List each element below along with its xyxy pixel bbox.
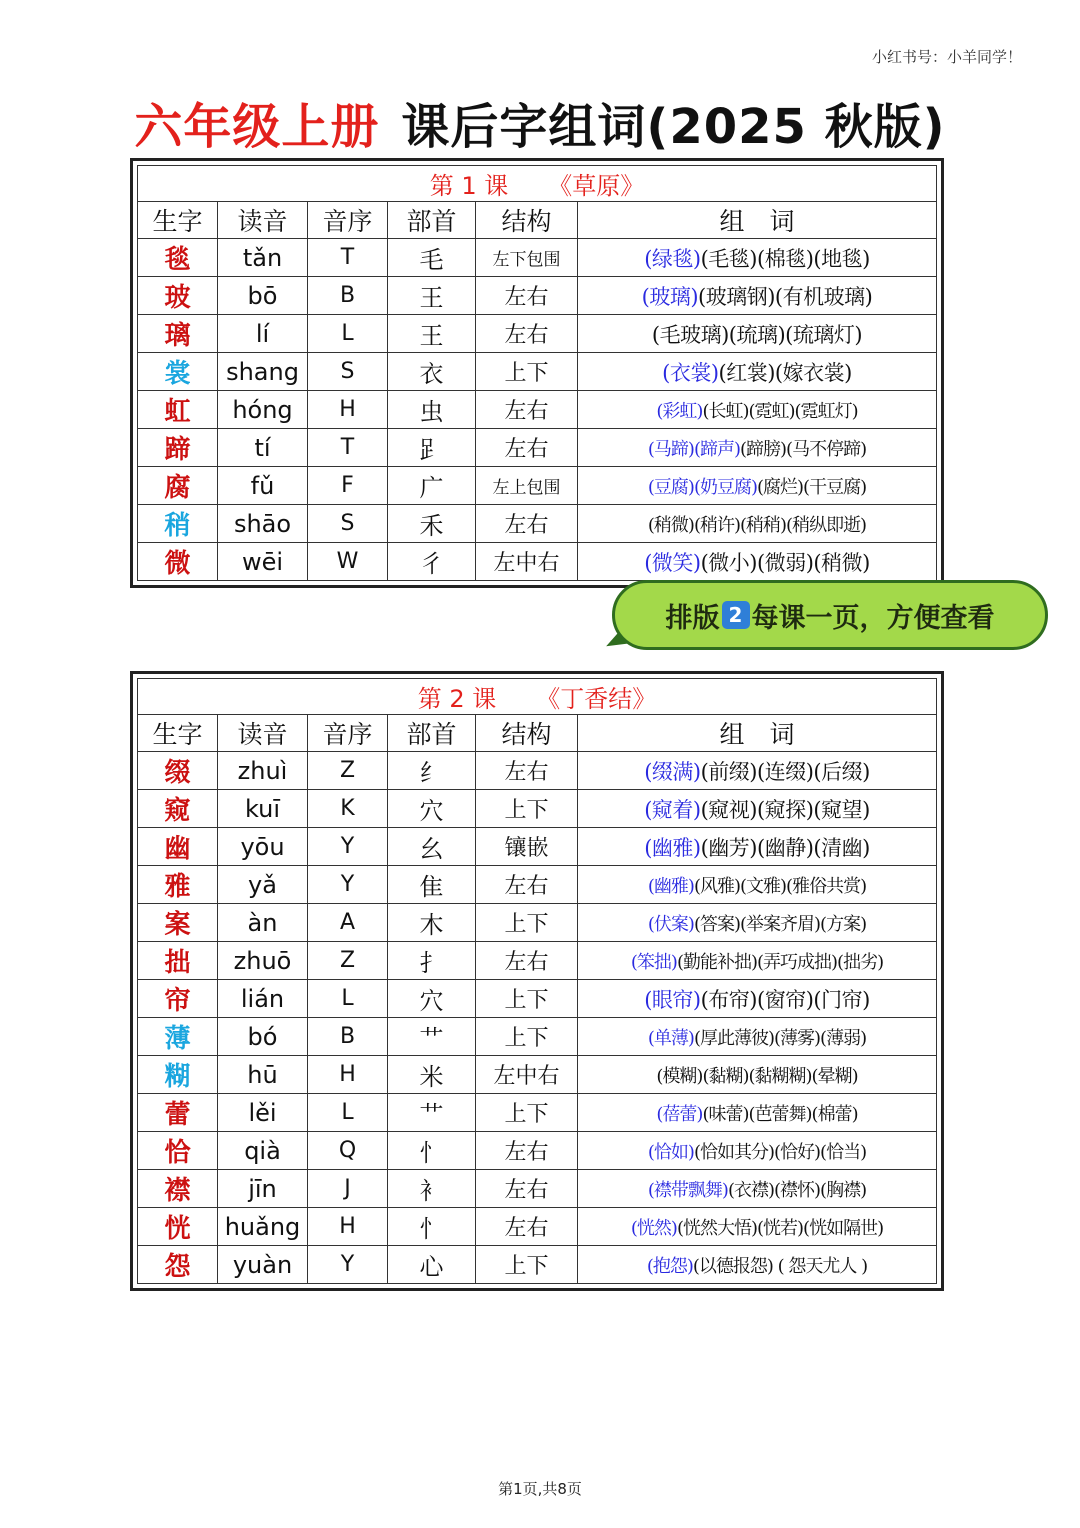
header-char: 生字 <box>138 202 218 239</box>
words-highlight: (绿毯) <box>644 246 701 271</box>
cell-char: 缀 <box>138 752 218 790</box>
cell-pinyin: lěi <box>218 1094 308 1132</box>
words-other: (玻璃钢)(有机玻璃) <box>698 284 873 309</box>
header-index: 音序 <box>308 715 388 752</box>
words-other: (风雅)(文雅)(雅俗共赏) <box>693 875 867 897</box>
words-other: (蹄膀)(马不停蹄) <box>740 438 867 460</box>
cell-index: H <box>308 1208 388 1246</box>
cell-structure: 上下 <box>476 353 578 391</box>
cell-pinyin: qià <box>218 1132 308 1170</box>
cell-radical: 隹 <box>388 866 476 904</box>
table-row <box>138 828 937 866</box>
words-highlight: (伏案) <box>647 913 694 935</box>
words-highlight: (马蹄)(蹄声) <box>647 438 740 460</box>
cell-radical: 王 <box>388 277 476 315</box>
title-grade: 六年级上册 <box>134 99 380 155</box>
cell-radical: 米 <box>388 1056 476 1094</box>
cell-structure: 左右 <box>476 315 578 353</box>
cell-pinyin: kuī <box>218 790 308 828</box>
cell-words <box>578 1056 937 1094</box>
cell-index: W <box>308 543 388 581</box>
cell-char: 拙 <box>138 942 218 980</box>
header-pinyin: 读音 <box>218 202 308 239</box>
cell-words <box>578 790 937 828</box>
cell-radical: 木 <box>388 904 476 942</box>
words-highlight: (襟带飘舞) <box>647 1179 728 1201</box>
cell-words <box>578 1170 937 1208</box>
cell-pinyin: fǔ <box>218 467 308 505</box>
header-structure: 结构 <box>476 715 578 752</box>
cell-radical: 幺 <box>388 828 476 866</box>
table-row <box>138 1246 937 1284</box>
cell-radical: 忄 <box>388 1132 476 1170</box>
cell-char: 毯 <box>138 239 218 277</box>
cell-index: S <box>308 353 388 391</box>
cell-words <box>578 752 937 790</box>
cell-radical: 穴 <box>388 790 476 828</box>
cell-structure: 左右 <box>476 866 578 904</box>
cell-index: Z <box>308 942 388 980</box>
cell-structure: 左右 <box>476 752 578 790</box>
lesson-1-label: 第 1 课 <box>429 172 509 200</box>
cell-words <box>578 942 937 980</box>
cell-index: B <box>308 277 388 315</box>
cell-radical: 穴 <box>388 980 476 1018</box>
words-highlight: (眼帘) <box>644 987 701 1012</box>
words-highlight: (单薄) <box>647 1027 694 1049</box>
cell-structure: 左右 <box>476 1208 578 1246</box>
cell-words <box>578 429 937 467</box>
words-highlight: (蓓蕾) <box>656 1103 703 1125</box>
table-row <box>138 1208 937 1246</box>
table-row <box>138 467 937 505</box>
title-subject: 课后字组词(2025 秋版) <box>401 99 946 155</box>
cell-structure: 左中右 <box>476 1056 578 1094</box>
cell-radical: 广 <box>388 467 476 505</box>
words-other: (恰如其分)(恰好)(恰当) <box>693 1141 867 1163</box>
cell-pinyin: àn <box>218 904 308 942</box>
cell-char: 稍 <box>138 505 218 543</box>
lesson-2-label: 第 2 课 <box>417 685 497 713</box>
table-row <box>138 980 937 1018</box>
cell-structure: 左右 <box>476 942 578 980</box>
table-row <box>138 904 937 942</box>
cell-words <box>578 467 937 505</box>
table-row <box>138 353 937 391</box>
cell-words <box>578 1018 937 1056</box>
cell-words <box>578 1208 937 1246</box>
cell-index: A <box>308 904 388 942</box>
cell-structure: 上下 <box>476 1246 578 1284</box>
cell-radical: 忄 <box>388 1208 476 1246</box>
words-other: (布帘)(窗帘)(门帘) <box>700 987 870 1012</box>
lesson-2-table <box>137 678 937 1284</box>
words-highlight: (恍然) <box>630 1217 677 1239</box>
cell-index: K <box>308 790 388 828</box>
cell-radical: 纟 <box>388 752 476 790</box>
words-other: (红裳)(嫁衣裳) <box>718 360 852 385</box>
table-row <box>138 942 937 980</box>
cell-radical: 禾 <box>388 505 476 543</box>
cell-char: 恰 <box>138 1132 218 1170</box>
cell-index: Y <box>308 828 388 866</box>
cell-structure: 左右 <box>476 1170 578 1208</box>
cell-char: 虹 <box>138 391 218 429</box>
cell-pinyin: lián <box>218 980 308 1018</box>
cell-radical: 王 <box>388 315 476 353</box>
cell-radical: 毛 <box>388 239 476 277</box>
words-highlight: (恰如) <box>647 1141 694 1163</box>
cell-pinyin: yǎ <box>218 866 308 904</box>
cell-char: 恍 <box>138 1208 218 1246</box>
table-row <box>138 1094 937 1132</box>
cell-words <box>578 866 937 904</box>
cell-radical: 艹 <box>388 1094 476 1132</box>
cell-pinyin: yuàn <box>218 1246 308 1284</box>
table-row <box>138 1170 937 1208</box>
cell-pinyin: hū <box>218 1056 308 1094</box>
cell-words <box>578 1246 937 1284</box>
cell-pinyin: tǎn <box>218 239 308 277</box>
words-highlight: (彩虹) <box>656 400 703 422</box>
cell-words <box>578 505 937 543</box>
cell-structure: 左中右 <box>476 543 578 581</box>
table-row <box>138 543 937 581</box>
cell-index: Y <box>308 1246 388 1284</box>
cell-index: H <box>308 391 388 429</box>
cell-pinyin: bó <box>218 1018 308 1056</box>
cell-radical: 衤 <box>388 1170 476 1208</box>
lesson-1-header-row <box>138 166 937 202</box>
cell-char: 怨 <box>138 1246 218 1284</box>
cell-pinyin: zhuì <box>218 752 308 790</box>
cell-index: J <box>308 1170 388 1208</box>
cell-index: Z <box>308 752 388 790</box>
cell-char: 玻 <box>138 277 218 315</box>
words-other: (厚此薄彼)(薄雾)(薄弱) <box>693 1027 867 1049</box>
words-other: (长虹)(霓虹)(霓虹灯) <box>702 400 858 422</box>
cell-pinyin: bō <box>218 277 308 315</box>
cell-index: L <box>308 980 388 1018</box>
page-number: 第1页,共8页 <box>498 1480 582 1498</box>
cell-pinyin: hóng <box>218 391 308 429</box>
cell-char: 幽 <box>138 828 218 866</box>
table-row <box>138 429 937 467</box>
number-2-badge-icon: 2 <box>722 601 750 629</box>
cell-radical: 彳 <box>388 543 476 581</box>
cell-structure: 左右 <box>476 391 578 429</box>
cell-char: 腐 <box>138 467 218 505</box>
lesson-1-table <box>137 165 937 581</box>
cell-char: 裳 <box>138 353 218 391</box>
cell-char: 案 <box>138 904 218 942</box>
lesson-2-name: 《丁香结》 <box>536 685 657 713</box>
cell-radical: 艹 <box>388 1018 476 1056</box>
table-row <box>138 505 937 543</box>
cell-words <box>578 315 937 353</box>
cell-radical: 扌 <box>388 942 476 980</box>
header-index: 音序 <box>308 202 388 239</box>
page-title <box>0 88 1080 157</box>
header-pinyin: 读音 <box>218 715 308 752</box>
cell-structure: 上下 <box>476 1094 578 1132</box>
bubble-text-before: 排版 <box>665 602 720 634</box>
cell-words <box>578 277 937 315</box>
table-row <box>138 752 937 790</box>
lesson-1-name: 《草原》 <box>548 172 645 200</box>
header-radical: 部首 <box>388 715 476 752</box>
cell-structure: 上下 <box>476 1018 578 1056</box>
cell-words <box>578 1132 937 1170</box>
words-other: (毛玻璃)(琉璃)(琉璃灯) <box>651 322 863 347</box>
cell-structure: 上下 <box>476 790 578 828</box>
cell-pinyin: jīn <box>218 1170 308 1208</box>
cell-char: 蹄 <box>138 429 218 467</box>
cell-index: B <box>308 1018 388 1056</box>
table-row <box>138 391 937 429</box>
words-highlight: (幽雅) <box>647 875 694 897</box>
cell-words <box>578 828 937 866</box>
cell-structure: 左右 <box>476 429 578 467</box>
cell-pinyin: tí <box>218 429 308 467</box>
words-other: (微小)(微弱)(稍微) <box>700 550 870 575</box>
cell-words <box>578 543 937 581</box>
words-highlight: (幽雅) <box>644 835 701 860</box>
lesson-1-column-headers <box>138 202 937 239</box>
table-row <box>138 866 937 904</box>
layout-note-bubble <box>612 580 1048 650</box>
cell-words <box>578 1094 937 1132</box>
cell-char: 窥 <box>138 790 218 828</box>
cell-char: 璃 <box>138 315 218 353</box>
bubble-text-after: 每课一页，方便查看 <box>751 602 995 634</box>
cell-char: 襟 <box>138 1170 218 1208</box>
cell-char: 微 <box>138 543 218 581</box>
header-radical: 部首 <box>388 202 476 239</box>
header-char: 生字 <box>138 715 218 752</box>
cell-pinyin: wēi <box>218 543 308 581</box>
words-highlight: (玻璃) <box>641 284 699 309</box>
cell-structure: 上下 <box>476 904 578 942</box>
words-other: (腐烂)(干豆腐) <box>757 476 867 498</box>
words-other: (答案)(举案齐眉)(方案) <box>693 913 867 935</box>
lesson-2-body <box>138 752 937 1284</box>
table-row <box>138 1132 937 1170</box>
words-other: (味蕾)(芭蕾舞)(棉蕾) <box>702 1103 858 1125</box>
header-words: 组 词 <box>578 202 937 239</box>
cell-index: S <box>308 505 388 543</box>
cell-pinyin: shang <box>218 353 308 391</box>
words-other: (衣襟)(襟怀)(胸襟) <box>727 1179 867 1201</box>
words-other: (窥视)(窥探)(窥望) <box>700 797 870 822</box>
lesson-2-column-headers <box>138 715 937 752</box>
cell-pinyin: shāo <box>218 505 308 543</box>
cell-index: H <box>308 1056 388 1094</box>
table-row <box>138 277 937 315</box>
words-highlight: (笨拙) <box>630 951 677 973</box>
cell-words <box>578 904 937 942</box>
table-row <box>138 1018 937 1056</box>
lesson-1-table-frame <box>130 158 944 588</box>
cell-structure: 左上包围 <box>476 467 578 505</box>
cell-char: 蕾 <box>138 1094 218 1132</box>
cell-words <box>578 980 937 1018</box>
lesson-2-table-frame <box>130 671 944 1291</box>
words-other: (恍然大悟)(恍若)(恍如隔世) <box>676 1217 884 1239</box>
cell-structure: 左右 <box>476 505 578 543</box>
cell-pinyin: lí <box>218 315 308 353</box>
words-other: (前缀)(连缀)(后缀) <box>700 759 870 784</box>
cell-char: 雅 <box>138 866 218 904</box>
cell-pinyin: huǎng <box>218 1208 308 1246</box>
cell-char: 帘 <box>138 980 218 1018</box>
table-row <box>138 790 937 828</box>
cell-structure: 左右 <box>476 277 578 315</box>
cell-radical: 𧾷 <box>388 429 476 467</box>
words-other: (以德报怨) ( 怨天尤人 ) <box>692 1255 868 1277</box>
lesson-2-header-row <box>138 679 937 715</box>
cell-structure: 左右 <box>476 1132 578 1170</box>
cell-radical: 衣 <box>388 353 476 391</box>
words-highlight: (缀满) <box>644 759 701 784</box>
cell-words <box>578 391 937 429</box>
words-other: (幽芳)(幽静)(清幽) <box>700 835 870 860</box>
table-row <box>138 315 937 353</box>
words-other: (稍微)(稍许)(稍稍)(稍纵即逝) <box>647 514 867 536</box>
cell-char: 糊 <box>138 1056 218 1094</box>
words-highlight: (微笑) <box>644 550 701 575</box>
cell-index: Y <box>308 866 388 904</box>
cell-index: T <box>308 429 388 467</box>
cell-radical: 心 <box>388 1246 476 1284</box>
cell-index: Q <box>308 1132 388 1170</box>
lesson-1-body <box>138 239 937 581</box>
cell-char: 薄 <box>138 1018 218 1056</box>
header-words: 组 词 <box>578 715 937 752</box>
table-row <box>138 1056 937 1094</box>
cell-words <box>578 353 937 391</box>
cell-pinyin: zhuō <box>218 942 308 980</box>
header-structure: 结构 <box>476 202 578 239</box>
watermark: 小红书号：小羊同学！ <box>871 48 1022 66</box>
cell-words <box>578 239 937 277</box>
words-highlight: (抱怨) <box>646 1255 693 1277</box>
words-other: (勤能补拙)(弄巧成拙)(拙劣) <box>676 951 884 973</box>
cell-structure: 上下 <box>476 980 578 1018</box>
cell-index: L <box>308 315 388 353</box>
cell-pinyin: yōu <box>218 828 308 866</box>
cell-index: L <box>308 1094 388 1132</box>
words-other: (模糊)(黏糊)(黏糊糊)(晕糊) <box>656 1065 858 1087</box>
cell-structure: 左下包围 <box>476 239 578 277</box>
words-highlight: (豆腐)(奶豆腐) <box>647 476 757 498</box>
table-row <box>138 239 937 277</box>
words-highlight: (窥着) <box>644 797 701 822</box>
cell-index: T <box>308 239 388 277</box>
cell-structure: 镶嵌 <box>476 828 578 866</box>
cell-index: F <box>308 467 388 505</box>
cell-radical: 虫 <box>388 391 476 429</box>
words-highlight: (衣裳) <box>662 360 719 385</box>
words-other: (毛毯)(棉毯)(地毯) <box>700 246 870 271</box>
